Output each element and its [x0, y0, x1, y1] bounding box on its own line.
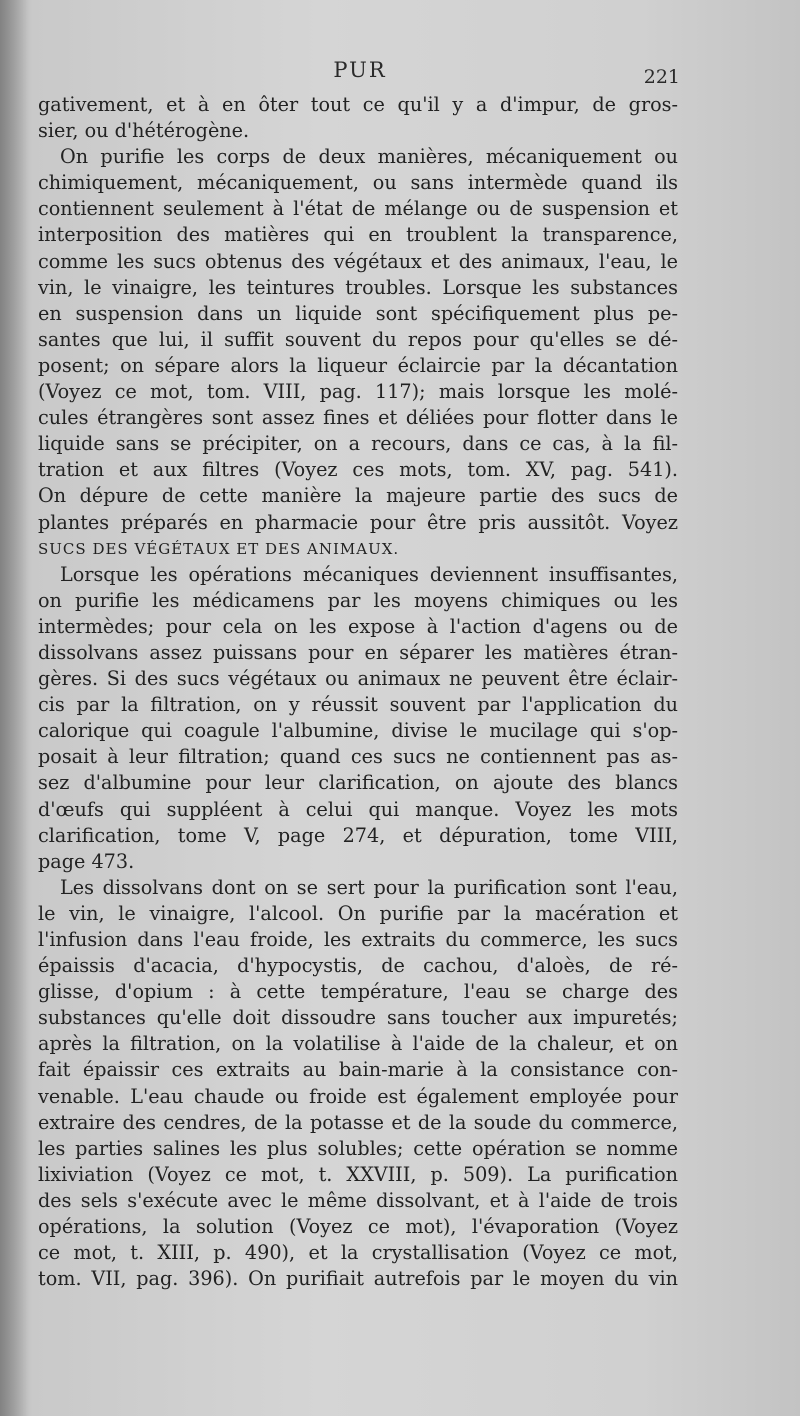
- text-line: substances qu'elle doit dissoudre sans toucher aux impuretés;: [38, 1006, 678, 1030]
- text-line: page 473.: [38, 849, 135, 873]
- text-line: le vin, le vinaigre, l'alcool. On purifie par la macération et: [38, 901, 678, 925]
- text-line: SUCS DES VÉGÉTAUX ET DES ANIMAUX.: [38, 539, 400, 558]
- page-header: [40, 58, 680, 88]
- text-line: tration et aux filtres (Voyez ces mots, tom. XV, pag. 541).: [38, 458, 678, 482]
- running-head: PUR: [333, 58, 387, 82]
- text-line: d'œufs qui suppléent à celui qui manque. Voyez les mots: [38, 797, 678, 821]
- text-line: liquide sans se précipiter, on a recours, dans ce cas, à la fil-: [38, 432, 678, 456]
- text-line: extraire des cendres, de la potasse et de la soude du commerce,: [38, 1110, 678, 1134]
- body-text: [38, 92, 678, 1292]
- text-line: clarification, tome V, page 274, et dépuration, tome VIII,: [38, 823, 678, 847]
- text-line: en suspension dans un liquide sont spécifiquement plus pe-: [38, 301, 678, 325]
- text-line: santes que lui, il suffit souvent du repos pour qu'elles se dé-: [38, 327, 678, 351]
- text-line: glisse, d'opium : à cette température, l'eau se charge des: [38, 980, 678, 1004]
- text-line: comme les sucs obtenus des végétaux et des animaux, l'eau, le: [38, 249, 678, 273]
- text-line: On purifie les corps de deux manières, mécaniquement ou: [60, 145, 678, 169]
- text-line: tom. VII, pag. 396). On purifiait autrefois par le moyen du vin: [38, 1267, 678, 1291]
- page-number: 221: [643, 66, 680, 88]
- text-line: gativement, et à en ôter tout ce qu'il y a d'impur, de gros-: [38, 93, 678, 116]
- text-line: (Voyez ce mot, tom. VIII, pag. 117); mais lorsque les molé-: [38, 380, 678, 404]
- text-line: sez d'albumine pour leur clarification, on ajoute des blancs: [38, 771, 678, 795]
- text-line: venable. L'eau chaude ou froide est également employée pour: [38, 1084, 678, 1108]
- text-line: dissolvans assez puissans pour en séparer les matières étran-: [38, 640, 678, 664]
- text-line: lixiviation (Voyez ce mot, t. XXVIII, p. 509). La purification: [38, 1162, 678, 1186]
- text-line: gères. Si des sucs végétaux ou animaux ne peuvent être éclair-: [38, 667, 678, 691]
- text-line: fait épaissir ces extraits au bain-marie à la consistance con-: [38, 1058, 678, 1082]
- text-line: intermèdes; pour cela on les expose à l'action d'agens ou de: [38, 614, 678, 638]
- text-line: sier, ou d'hétérogène.: [38, 119, 250, 143]
- text-line: posait à leur filtration; quand ces sucs ne contiennent pas as-: [38, 745, 678, 769]
- text-line: ce mot, t. XIII, p. 490), et la crystallisation (Voyez ce mot,: [38, 1241, 678, 1265]
- text-line: posent; on sépare alors la liqueur éclaircie par la décantation: [38, 353, 678, 377]
- text-line: les parties salines les plus solubles; cette opération se nomme: [38, 1136, 678, 1160]
- text-line: interposition des matières qui en troublent la transparence,: [38, 223, 678, 247]
- text-line: chimiquement, mécaniquement, ou sans intermède quand ils: [38, 171, 678, 195]
- text-line: contiennent seulement à l'état de mélange ou de suspension et: [38, 197, 678, 221]
- text-line: On dépure de cette manière la majeure partie des sucs de: [38, 484, 678, 508]
- text-line: épaissis d'acacia, d'hypocystis, de cachou, d'aloès, de ré-: [38, 954, 678, 978]
- text-line: l'infusion dans l'eau froide, les extraits du commerce, les sucs: [38, 928, 678, 951]
- text-line: vin, le vinaigre, les teintures troubles. Lorsque les substances: [38, 275, 678, 299]
- text-line: cules étrangères sont assez fines et déliées pour flotter dans le: [38, 406, 678, 430]
- text-line: opérations, la solution (Voyez ce mot), l'évaporation (Voyez: [38, 1215, 678, 1239]
- text-line: Lorsque les opérations mécaniques deviennent insuffisantes,: [60, 562, 678, 586]
- text-line: après la filtration, on la volatilise à l'aide de la chaleur, et on: [38, 1032, 678, 1056]
- text-line: Les dissolvans dont on se sert pour la purification sont l'eau,: [60, 875, 678, 899]
- binding-shadow: [0, 0, 28, 1416]
- text-line: calorique qui coagule l'albumine, divise le mucilage qui s'op-: [38, 719, 678, 743]
- text-line: on purifie les médicamens par les moyens chimiques ou les: [38, 588, 678, 612]
- text-line: cis par la filtration, on y réussit souvent par l'application du: [38, 693, 678, 717]
- text-line: plantes préparés en pharmacie pour être pris aussitôt. Voyez: [38, 510, 678, 534]
- text-line: des sels s'exécute avec le même dissolvant, et à l'aide de trois: [38, 1188, 678, 1212]
